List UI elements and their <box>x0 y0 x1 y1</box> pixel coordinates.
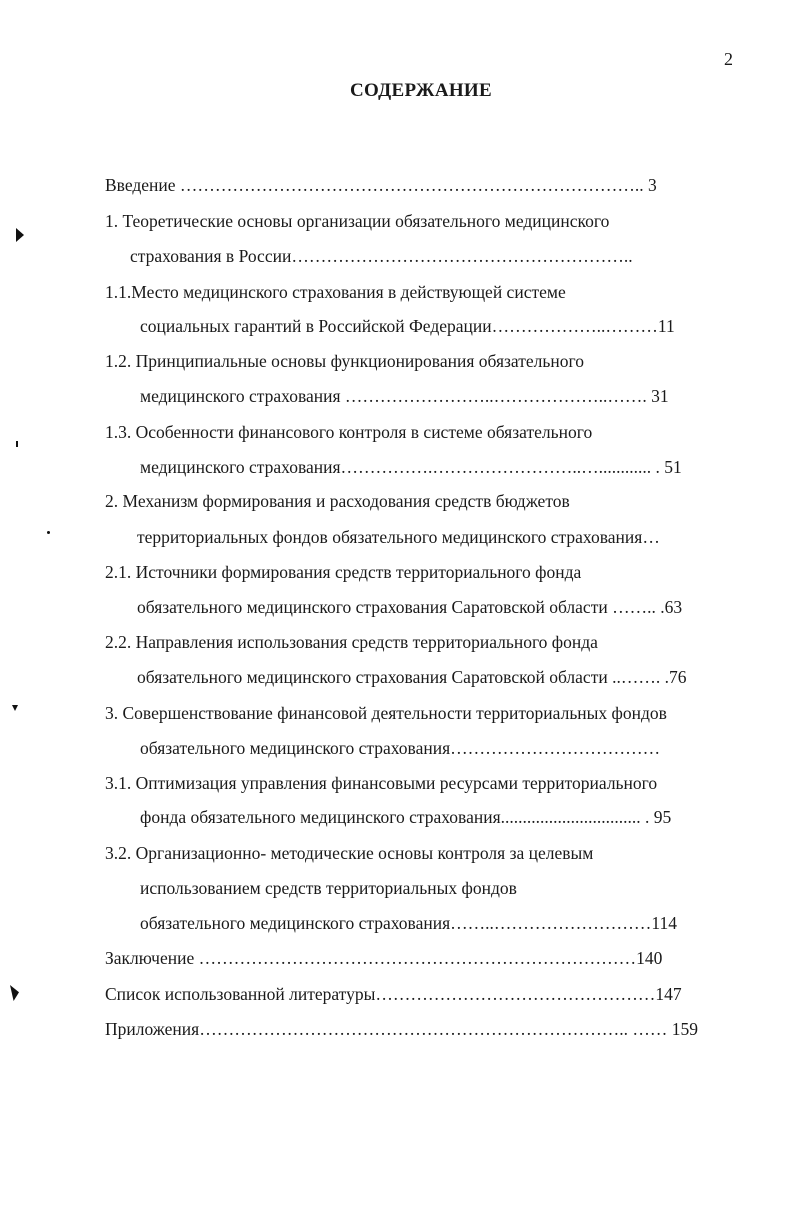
scan-mark <box>47 531 50 534</box>
toc-section-1-3-line-1: 1.3. Особенности финансового контроля в системе обязательного <box>105 422 593 442</box>
toc-section-3-2-line-1: 3.2. Организационно- методические основы контроля за целевым <box>105 843 594 863</box>
toc-bibliography: Список использованной литературы…………………………………………147 <box>105 984 682 1004</box>
toc-chapter-1-line-1: 1. Теоретические основы организации обязательного медицинского <box>105 211 610 231</box>
scan-mark <box>16 441 18 447</box>
toc-section-3-1-line-2: фонда обязательного медицинского страхования................................ . 95 <box>140 807 672 827</box>
page-title: СОДЕРЖАНИЕ <box>350 80 492 101</box>
toc-section-1-2-line-2: медицинского страхования ……………………..………………..……. 31 <box>140 386 669 406</box>
toc-section-2-1-line-1: 2.1. Источники формирования средств территориального фонда <box>105 562 582 582</box>
toc-intro: Введение …………………………………………………………………….. 3 <box>105 175 657 195</box>
toc-section-2-2-line-1: 2.2. Направления использования средств территориального фонда <box>105 632 598 652</box>
toc-section-1-3-line-2: медицинского страхования…………….……………………..…............ . 51 <box>140 457 682 477</box>
toc-appendices: Приложения……………………………………………………………….. …… 159 <box>105 1019 698 1039</box>
toc-chapter-2-line-1: 2. Механизм формирования и расходования средств бюджетов <box>105 491 570 511</box>
toc-chapter-3-line-2: обязательного медицинского страхования……………………………… <box>140 738 661 758</box>
toc-section-3-1-line-1: 3.1. Оптимизация управления финансовыми ресурсами территориального <box>105 773 658 793</box>
toc-chapter-2-line-2: территориальных фондов обязательного медицинского страхования… <box>137 527 660 547</box>
toc-section-1-1-line-2: социальных гарантий в Российской Федерации………………..………11 <box>140 316 675 336</box>
toc-section-1-1-line-1: 1.1.Место медицинского страхования в действующей системе <box>105 282 566 302</box>
toc-section-2-2-line-2: обязательного медицинского страхования Саратовской области ..……. .76 <box>137 667 687 687</box>
toc-section-1-2-line-1: 1.2. Принципиальные основы функционирования обязательного <box>105 351 584 371</box>
toc-conclusion: Заключение …………………………………………………………………140 <box>105 948 663 968</box>
scan-mark <box>10 985 19 1001</box>
toc-section-3-2-line-3: обязательного медицинского страхования……..………………………114 <box>140 913 677 933</box>
page-number: 2 <box>724 49 733 69</box>
toc-section-2-1-line-2: обязательного медицинского страхования Саратовской области …….. .63 <box>137 597 683 617</box>
scan-mark <box>16 228 24 242</box>
toc-section-3-2-line-2: использованием средств территориальных фондов <box>140 878 517 898</box>
scan-mark <box>12 705 18 711</box>
toc-chapter-1-line-2: страхования в России………………………………………………….. <box>130 246 633 266</box>
toc-chapter-3-line-1: 3. Совершенствование финансовой деятельности территориальных фондов <box>105 703 667 723</box>
